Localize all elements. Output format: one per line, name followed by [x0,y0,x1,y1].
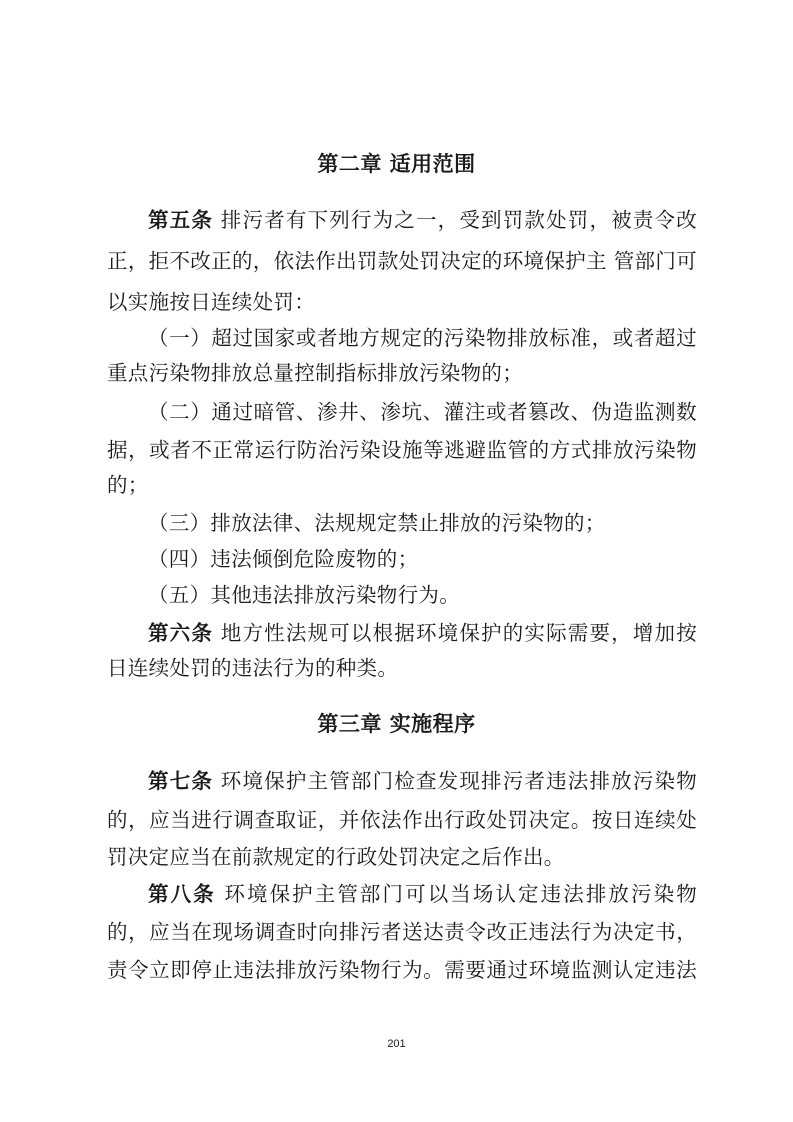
item-5: （五）其他违法排放污染物行为。 [148,583,460,607]
article-7-text-line-1: 环境保护主管部门检查发现排污者违法排放污染物 [213,769,697,793]
item-2-line-1: （二）通过暗管、渗井、渗坑、灌注或者篡改、伪造监测数 [148,400,697,424]
item-3: （三）排放法律、法规规定禁止排放的污染物的； [148,511,606,535]
article-7-text-line-3: 罚决定应当在前款规定的行政处罚决定之后作出。 [107,845,565,869]
article-5-label: 第五条 [148,208,214,232]
item-2-line-3: 的； [107,473,149,497]
chapter-3-heading: 第三章 实施程序 [317,712,476,736]
article-5-paragraph [107,208,697,232]
chapter-2-heading: 第二章 适用范围 [317,152,476,176]
article-8-paragraph [107,882,697,906]
article-6-text-line-1: 地方性法规可以根据环境保护的实际需要，增加按 [213,621,697,645]
article-7-label: 第七条 [148,769,214,793]
article-6-text-line-2: 日连续处罚的违法行为的种类。 [107,656,399,680]
article-8-text-line-1: 环境保护主管部门可以当场认定违法排放污染物 [215,882,697,906]
item-1-line-1: （一）超过国家或者地方规定的污染物排放标准，或者超过 [148,326,697,350]
item-4: （四）违法倾倒危险废物的； [148,547,419,571]
article-6-paragraph [107,621,697,645]
article-8-text-line-2: 的，应当在现场调查时向排污者送达责令改正违法行为决定书， [107,920,697,944]
article-8-label: 第八条 [148,882,216,906]
article-6-label: 第六条 [148,621,214,645]
item-2-line-2: 据，或者不正常运行防治污染设施等逃避监管的方式排放污染物 [107,438,697,462]
article-5-text-line-3: 以实施按日连续处罚： [107,290,315,314]
article-7-paragraph [107,769,697,793]
article-5-text-line-2: 正，拒不改正的，依法作出罚款处罚决定的环境保护主 管部门可 [107,249,697,273]
article-8-text-line-3: 责令立即停止违法排放污染物行为。需要通过环境监测认定违法 [107,958,697,982]
item-1-line-2: 重点污染物排放总量控制指标排放污染物的； [107,361,523,385]
page-number: 201 [387,1038,406,1050]
article-5-text-line-1: 排污者有下列行为之一，受到罚款处罚，被责令改 [213,208,697,232]
article-7-text-line-2: 的，应当进行调查取证，并依法作出行政处罚决定。按日连续处 [107,808,697,832]
